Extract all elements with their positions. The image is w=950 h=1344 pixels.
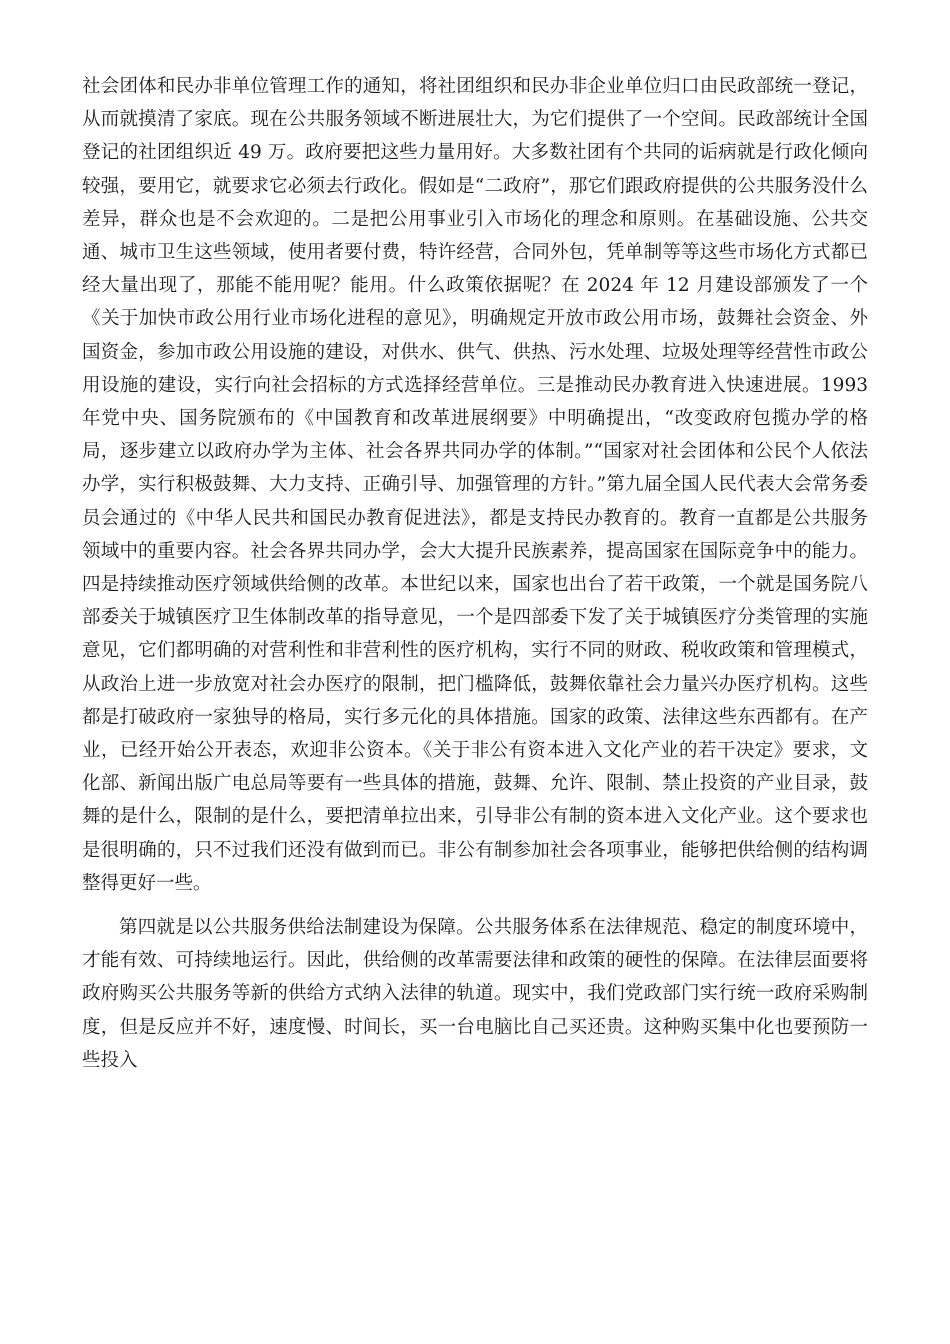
document-page: [82, 70, 868, 1077]
body-paragraph-1: 社会团体和民办非单位管理工作的通知，将社团组织和民办非企业单位归口由民政部统一登记，从而就摸清了家底。现在公共服务领域不断进展壮大，为它们提供了一个空间。民政部统计全国登记的社团组织近 49 万。政府要把这些力量用好。大多数社团有个共同的诟病就是行政化倾向较强，要用它，就要求它必须去行政化。假如是“二政府”，那它们跟政府提供的公共服务没什么差异，群众也是不会欢迎的。二是把公用事业引入市场化的理念和原则。在基础设施、公共交通、城市卫生这些领域，使用者要付费，特许经营，合同外包，凭单制等等这些市场化方式都已经大量出现了，那能不能用呢？能用。什么政策依据呢？在 2024 年 12 月建设部颁发了一个《关于加快市政公用行业市场化进程的意见》，明确规定开放市政公用市场，鼓舞社会资金、外国资金，参加市政公用设施的建设，对供水、供气、供热、污水处理、垃圾处理等经营性市政公用设施的建设，实行向社会招标的方式选择经营单位。三是推动民办教育进入快速进展。1993 年党中央、国务院颁布的《中国教育和改革进展纲要》中明确提出，“改变政府包揽办学的格局，逐步建立以政府办学为主体、社会各界共同办学的体制。”“国家对社会团体和公民个人依法办学，实行积极鼓舞、大力支持、正确引导、加强管理的方针。”第九届全国人民代表大会常务委员会通过的《中华人民共和国民办教育促进法》，都是支持民办教育的。教育一直都是公共服务领域中的重要内容。社会各界共同办学，会大大提升民族素养，提高国家在国际竞争中的能力。四是持续推动医疗领域供给侧的改革。本世纪以来，国家也出台了若干政策，一个就是国务院八部委关于城镇医疗卫生体制改革的指导意见，一个是四部委下发了关于城镇医疗分类管理的实施意见，它们都明确的对营利性和非营利性的医疗机构，实行不同的财政、税收政策和管理模式，从政治上进一步放宽对社会办医疗的限制，把门槛降低，鼓舞依靠社会力量兴办医疗机构。这些都是打破政府一家独导的格局，实行多元化的具体措施。国家的政策、法律这些东西都有。在产业，已经开始公开表态，欢迎非公资本。《关于非公有资本进入文化产业的若干决定》要求，文化部、新闻出版广电总局等要有一些具体的措施，鼓舞、允许、限制、禁止投资的产业目录，鼓舞的是什么，限制的是什么，要把清单拉出来，引导非公有制的资本进入文化产业。这个要求也是很明确的，只不过我们还没有做到而已。非公有制参加社会各项事业，能够把供给侧的结构调整得更好一些。: [82, 76, 868, 894]
body-paragraph-2: 第四就是以公共服务供给法制建设为保障。公共服务体系在法律规范、稳定的制度环境中，才能有效、可持续地运行。因此，供给侧的改革需要法律和政策的硬性的保障。在法律层面要将政府购买公共服务等新的供给方式纳入法律的轨道。现实中，我们党政部门实行统一政府采购制度，但是反应并不好，速度慢、时间长，买一台电脑比自己买还贵。这种购买集中化也要预防一些投入: [82, 917, 868, 1071]
